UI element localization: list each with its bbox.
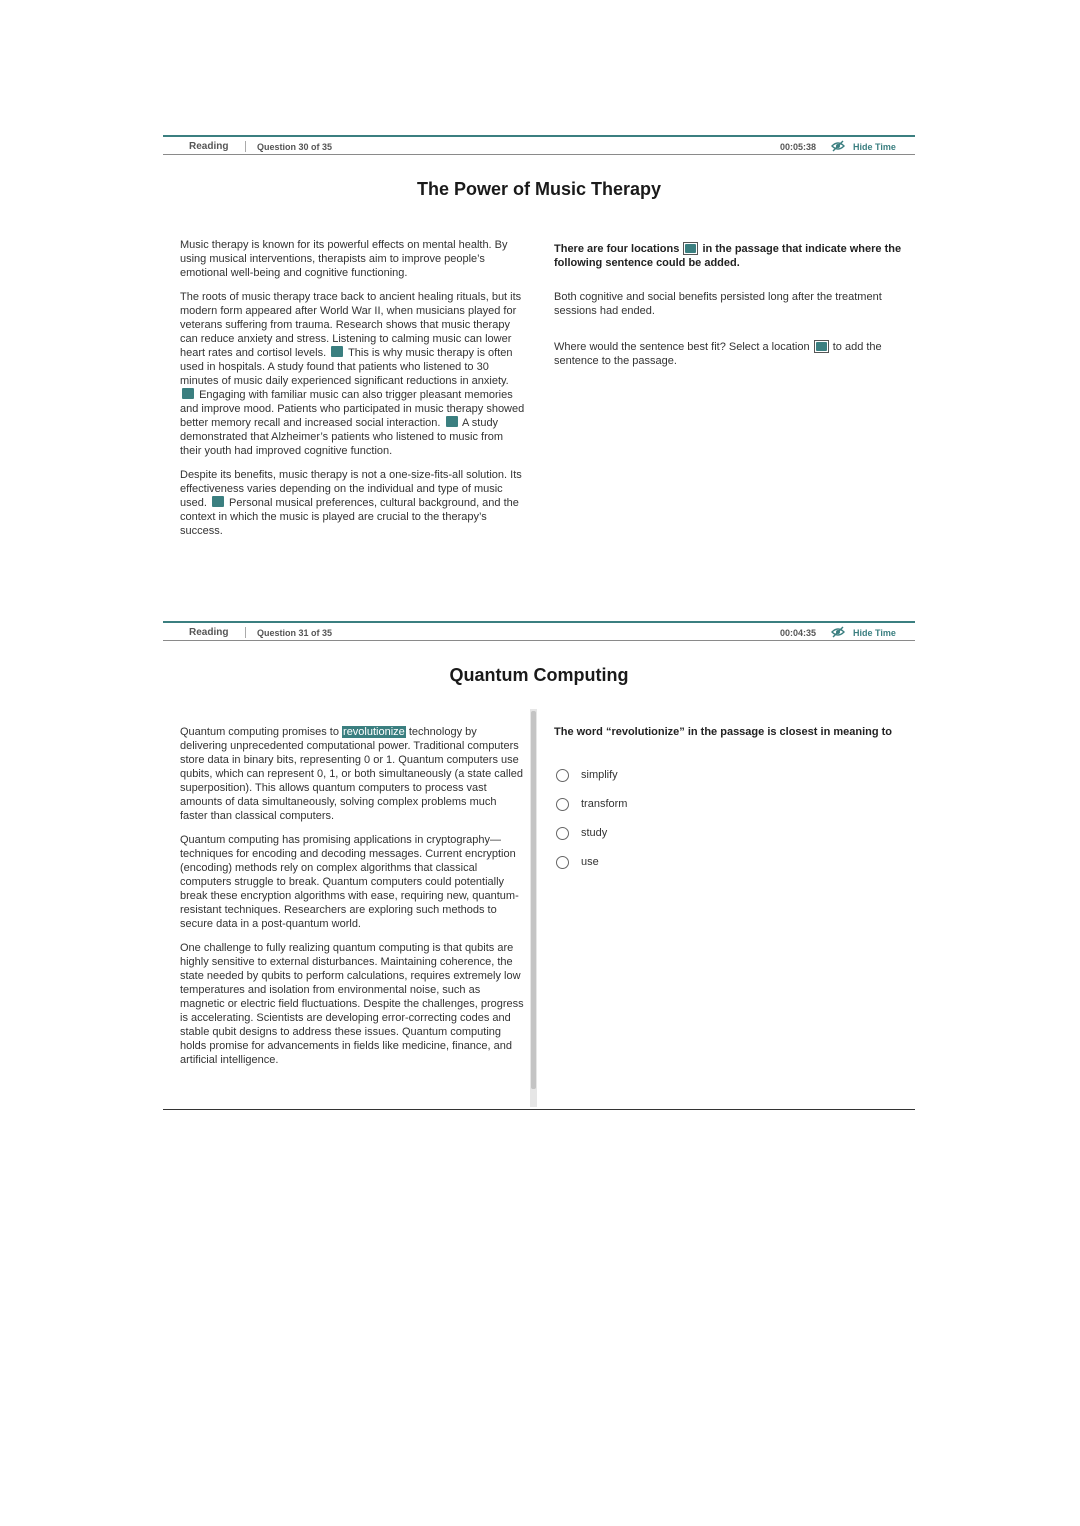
answer-option[interactable]: [556, 767, 618, 783]
paragraph: [180, 468, 525, 538]
square-marker-icon: [683, 242, 698, 255]
answer-options: [556, 767, 856, 887]
answer-option[interactable]: [556, 854, 599, 870]
paragraph: [180, 725, 525, 823]
section-label: Reading: [189, 141, 229, 152]
question-prompt: The word “revolutionize” in the passage is closest in meaning to: [554, 726, 893, 738]
prompt-text: There are four locations: [554, 243, 680, 255]
passage-text-segment: Quantum computing promises to: [180, 726, 339, 738]
question-instruction: [554, 340, 904, 368]
insert-location-marker-2[interactable]: [182, 388, 194, 399]
passage-text-segment: A study demonstrated that Alzheimer’s patients who listened to music from their youth had improved cognitive function.: [180, 417, 504, 457]
paragraph: [180, 290, 525, 458]
question-panel-30: [163, 135, 915, 615]
hide-time-button[interactable]: Hide Time: [853, 628, 896, 638]
top-bar: [163, 621, 915, 641]
timer: 00:05:38: [780, 142, 817, 152]
question-number: Question 30 of 35: [257, 142, 333, 152]
instruction-text: to add the sentence to the passage.: [554, 341, 882, 367]
passage-title: Quantum Computing: [449, 665, 629, 685]
option-label: study: [581, 827, 608, 839]
passage-text-segment: Despite its benefits, music therapy is not a one-size-fits-all solution. Its effectiveness varies depending on the individual and type of music used.: [180, 469, 522, 509]
hide-time-button[interactable]: Hide Time: [853, 142, 896, 152]
square-marker-icon: [814, 340, 829, 353]
option-label: simplify: [581, 769, 618, 781]
answer-option[interactable]: [556, 796, 627, 812]
scrollbar-thumb[interactable]: [531, 711, 536, 1089]
passage-text: [180, 725, 525, 1077]
passage-scrollbar[interactable]: [530, 709, 537, 1107]
question-column: [554, 725, 904, 759]
section-label: Reading: [189, 627, 229, 638]
divider: [245, 627, 246, 638]
radio-button[interactable]: [556, 856, 569, 869]
passage-text-segment: Personal musical preferences, cultural background, and the context in which the music is played are crucial to the therapy’s success.: [180, 497, 519, 537]
option-label: transform: [581, 798, 628, 810]
question-number: Question 31 of 35: [257, 628, 333, 638]
paragraph: One challenge to fully realizing quantum computing is that qubits are highly sensitive to external disturbances. Maintaining coherence, the state needed by qubits to perform calculations, requires extremely low temperatures and isolation from environmental noise, such as magnetic or electric field fluctuations. Despite the challenges, progress is accelerating. Scientists are developing error-correcting codes and stable qubit designs to address these issues. Quantum computing holds promise for advancements in fields like medicine, finance, and artificial intelligence.: [180, 942, 524, 1066]
passage-text: [180, 238, 525, 548]
eye-slash-icon[interactable]: [831, 140, 845, 152]
passage-text-segment: This is why music therapy is often used in hospitals. A study found that patients who listened to 30 minutes of music daily experienced significant reductions in anxiety.: [180, 347, 513, 387]
paragraph: Music therapy is known for its powerful effects on mental health. By using musical interventions, therapists aim to improve people’s emotional well-being and cognitive functioning.: [180, 239, 508, 279]
prompt-text: in the passage that indicate where the following sentence could be added.: [554, 243, 902, 269]
passage-text-segment: The roots of music therapy trace back to ancient healing rituals, but its modern form appeared after World War II, when musicians played for veterans suffering from trauma. Research shows that music therapy can reduce anxiety and stress. Listening to calming music can lower heart rates and cortisol levels.: [180, 291, 522, 359]
insert-sentence: Both cognitive and social benefits persisted long after the treatment sessions had ended.: [554, 291, 882, 317]
question-panel-31: [163, 621, 915, 1111]
insert-location-marker-1[interactable]: [331, 346, 343, 357]
passage-text-segment: Engaging with familiar music can also trigger pleasant memories and improve mood. Patients who participated in music therapy showed better memory recall and increased social interaction.: [180, 389, 525, 429]
eye-slash-icon[interactable]: [831, 626, 845, 638]
highlighted-word: revolutionize: [343, 726, 405, 738]
top-bar: [163, 135, 915, 155]
paragraph: Quantum computing has promising applications in cryptography—techniques for encoding and decoding messages. Current encryption (encoding) methods rely on complex algorithms that classical computers struggle to break. Quantum computers could potentially break these encryption algorithms with ease, requiring new, quantum-resistant techniques. Researchers are exploring such methods to secure data in a post-quantum world.: [180, 834, 519, 930]
radio-button[interactable]: [556, 827, 569, 840]
radio-button[interactable]: [556, 798, 569, 811]
insert-location-marker-3[interactable]: [446, 416, 458, 427]
instruction-text: Where would the sentence best fit? Select a location: [554, 341, 810, 353]
question-column: [554, 242, 904, 388]
timer: 00:04:35: [780, 628, 817, 638]
radio-button[interactable]: [556, 769, 569, 782]
square-marker-icon: [816, 342, 827, 351]
divider: [245, 141, 246, 152]
option-label: use: [581, 856, 599, 868]
square-marker-icon: [685, 244, 696, 253]
insert-location-marker-4[interactable]: [212, 496, 224, 507]
bottom-border: [163, 1109, 915, 1110]
passage-title: The Power of Music Therapy: [416, 179, 662, 199]
question-prompt: [554, 242, 904, 270]
passage-text-segment: technology by delivering unprecedented computational power. Traditional computers store data in binary bits, representing 0 or 1. Quantum computers use qubits, which can represent 0, 1, or both simultaneously (a state called superposition). This allows quantum computers to process vast amounts of data simultaneously, solving complex problems much faster than classical computers.: [180, 726, 524, 822]
answer-option[interactable]: [556, 825, 607, 841]
